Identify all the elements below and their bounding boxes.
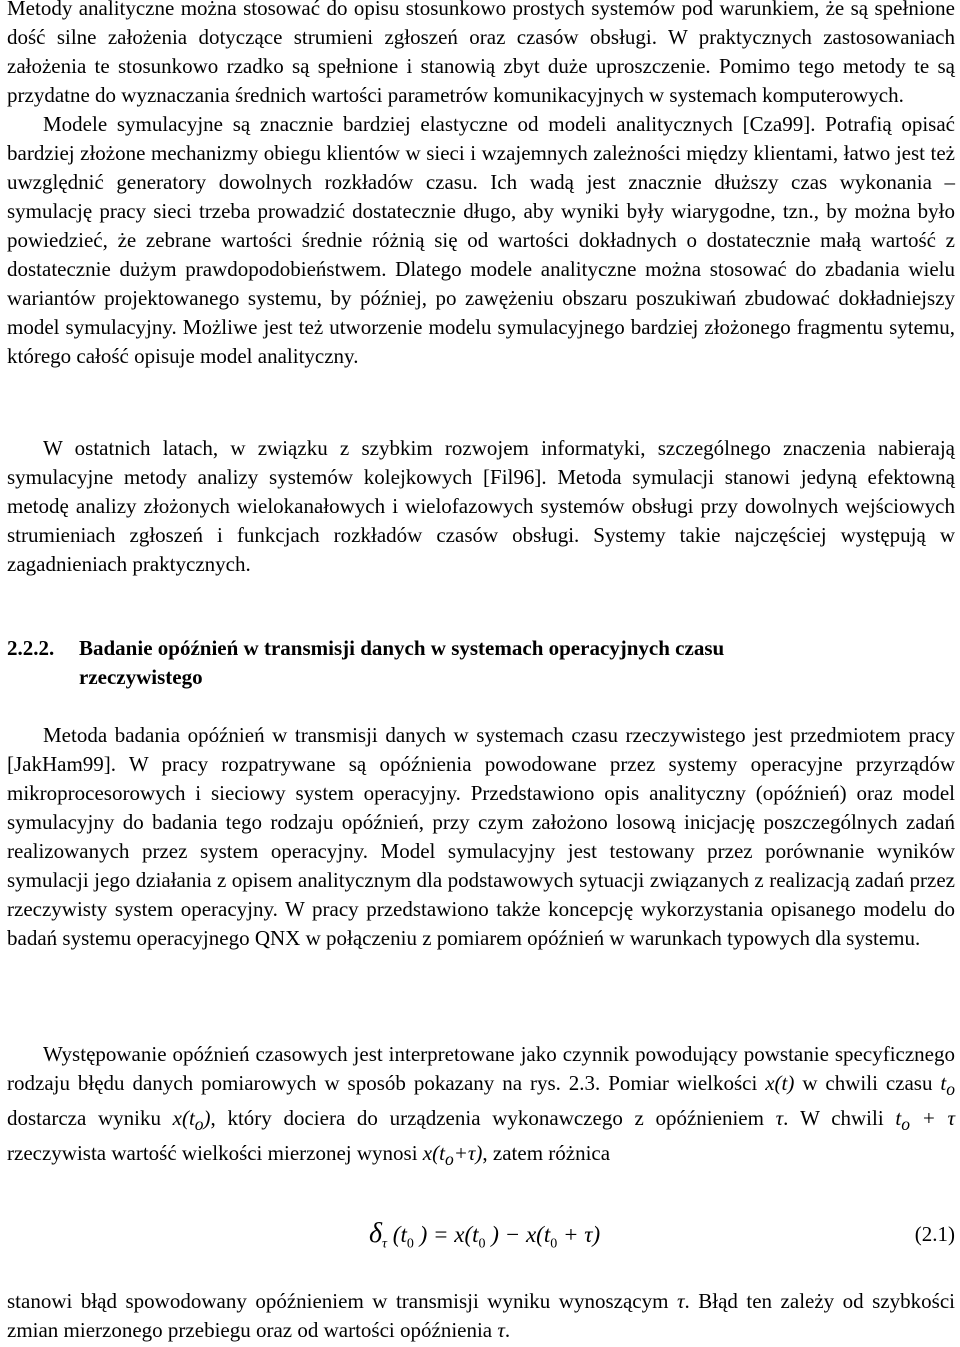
- text-segment: stanowi błąd spowodowany opóźnieniem w transmisji wyniku wynoszącym: [7, 1289, 677, 1313]
- math-text: x(t: [422, 1141, 445, 1166]
- math-sub: o: [901, 1114, 910, 1135]
- section-number: 2.2.2.: [7, 636, 55, 660]
- text-segment: , który dociera do urządzenia wykonawczego z opóźnieniem: [210, 1106, 776, 1131]
- math-tau: τ: [775, 1106, 784, 1131]
- equation-2-1: [7, 1218, 955, 1258]
- text-segment: w chwili czasu: [794, 1071, 941, 1095]
- math-t: t: [940, 1071, 947, 1095]
- eq-sub: 0: [406, 1236, 414, 1252]
- math-x-t-o: [172, 1106, 211, 1135]
- paragraph-analytic-methods-text: Metody analityczne można stosować do opisu stosunkowo prostych systemów pod warunkiem, że są spełnione dość silne założenia dotyczące strumieni zgłoszeń oraz czasów obsługi. W praktycznych zastosowaniach założenia te stosunkowo rzadko są spełnione i stanowią zbyt duże uproszczenie. Pomimo tego metody te są przydatne do wyznaczania średnich wartości parametrów komunikacyjnych w systemach komputerowych.: [7, 0, 955, 107]
- math-tau: τ: [497, 1318, 505, 1342]
- math-tau: τ: [676, 1289, 685, 1313]
- math-text: x(t: [172, 1106, 195, 1131]
- math-x-of-t: x(t): [765, 1071, 795, 1095]
- math-x-t-o-tau: [422, 1141, 483, 1170]
- math-sub: o: [194, 1114, 204, 1135]
- eq-sub: 0: [478, 1236, 486, 1252]
- eq-part: (t: [387, 1222, 407, 1247]
- math-sub: o: [444, 1149, 454, 1170]
- section-title-line2: rzeczywistego: [79, 665, 203, 689]
- math-tau: τ: [467, 1141, 476, 1166]
- math-text: ): [203, 1106, 211, 1131]
- math-sub: o: [946, 1079, 955, 1100]
- paragraph-recent-years: W ostatnich latach, w związku z szybkim rozwojem informatyki, szczególnego znaczenia nabierają symulacyjne metody analizy systemów kolejkowych [Fil96]. Metoda symulacji stanowi jedyną efektowną metodę analizy złożonych wielokanałowych i wielofazowych systemów obsługi przy dowolnych wejściowych strumieniach zgłoszeń i funkcjach rozkładów czasów obsługi. Systemy takie najczęściej występują w zagadnieniach praktycznych.: [7, 436, 955, 576]
- text-segment: .: [504, 1318, 511, 1342]
- math-t: t: [895, 1106, 902, 1131]
- math-tau: τ: [947, 1106, 955, 1131]
- paragraph-delay-occurrence: [7, 1040, 955, 1175]
- math-t-o: [940, 1071, 955, 1100]
- paragraph-analytic-methods: [7, 0, 955, 371]
- text-segment: Występowanie opóźnień czasowych jest interpretowane jako czynnik powodujący powstanie specyficznego rodzaju błędu danych pomiarowych w sposób pokazany na rys. 2.3. Pomiar wielkości: [7, 1042, 955, 1095]
- equation-body: [369, 1218, 600, 1253]
- eq-part: ) − x(t: [485, 1222, 551, 1247]
- paragraph-delay-study: Metoda badania opóźnień w transmisji danych w systemach czasu rzeczywistego jest przedmiotem pracy [JakHam99]. W pracy rozpatrywane są opóźnienia powodowane przez systemy operacyjne przyrządów mikroprocesorowych i sieciowy system operacyjny. Przedstawiono opis analityczny (opóźnień) oraz model symulacyjny do badania tego rodzaju opóźnień, przy czym założono losową inicjację poszczególnych zadań realizowanych przez system operacyjny. Model symulacyjny jest testowany przez porównanie wyników symulacji jego działania z opisem analitycznym dla podstawowych sytuacji związanych z realizacją zadań przez rzeczywisty system operacyjny. W pracy przedstawiono także koncepcję wykorzystania opisanego modelu do badań systemu operacyjnego QNX w połączeniu z pomiarem opóźnień w warunkach typowych dla systemu.: [7, 723, 955, 950]
- math-plus: +: [909, 1106, 948, 1131]
- math-text: ): [475, 1141, 483, 1166]
- paragraph-simulation-models-text: Modele symulacyjne są znacznie bardziej elastyczne od modeli analitycznych [Cza99]. Potrafią opisać bardziej złożone mechanizmy obiegu klientów w sieci i wzajemnych zależności między klientami, łatwo jest też uwzględnić generatory dowolnych rozkładów czasu. Ich wadą jest znacznie dłuższy czas wykonania – symulację pracy sieci trzeba prowadzić dostatecznie długo, aby wyniki były wiarygodne, tzn., by można było powiedzieć, że zebrane wartości średnie różnią się od wartości dokładnych o dostatecznie małą wartość z dostatecznie dużym prawdopodobieństwem. Dlatego modele analityczne można stosować do zbadania wielu wariantów projektowanego systemu, by później, po zawężeniu obszaru poszukiwań zbudować dokładniejszy model symulacyjny. Możliwe jest też utworzenie modelu symulacyjnego bardziej złożonego fragmentu sytemu, którego całość opisuje model analityczny.: [7, 112, 955, 368]
- section-title-line1: Badanie opóźnień w transmisji danych w systemach operacyjnych czasu: [79, 636, 725, 660]
- eq-part: ) = x(t: [413, 1222, 479, 1247]
- eq-part: + τ): [557, 1222, 601, 1247]
- text-segment: , zatem różnica: [482, 1141, 611, 1166]
- eq-sub: 0: [550, 1236, 558, 1252]
- eq-delta-sub: τ: [382, 1236, 388, 1252]
- section-heading: [7, 634, 955, 692]
- paragraph-error-description: [7, 1287, 955, 1345]
- text-segment: . W chwili: [783, 1106, 896, 1131]
- equation-number: (2.1): [914, 1222, 955, 1246]
- math-t-o-plus-tau: [895, 1106, 955, 1135]
- math-plus: +: [453, 1141, 468, 1166]
- text-segment: rzeczywista wartość wielkości mierzonej wynosi: [7, 1141, 423, 1166]
- eq-delta: δ: [369, 1218, 383, 1249]
- text-segment: dostarcza wyniku: [7, 1106, 173, 1131]
- text-segment: . Błąd ten zależy od szybkości zmian mierzonego przebiegu oraz od wartości opóźnienia: [7, 1289, 955, 1342]
